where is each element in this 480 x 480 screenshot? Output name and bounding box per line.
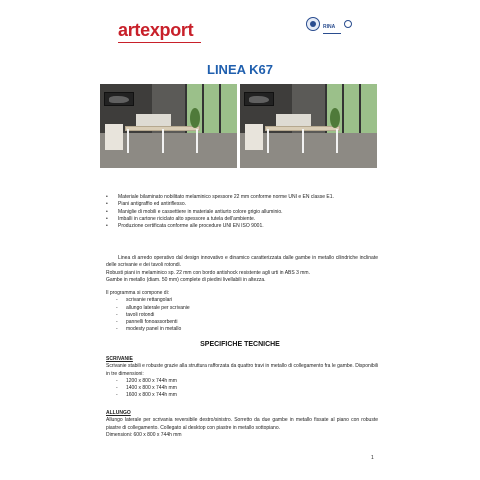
program-item: - modesty panel in metallo bbox=[106, 326, 378, 333]
page-number: 1 bbox=[371, 455, 374, 461]
cert-text: RINA bbox=[323, 23, 336, 30]
logo-underline bbox=[118, 42, 201, 43]
program-intro: Il programma si compone di: bbox=[106, 290, 170, 296]
program-item: - tavoli rotondi bbox=[106, 312, 378, 319]
section-heading: ALLUNGO bbox=[106, 410, 131, 416]
photo-desk-leg bbox=[196, 129, 198, 153]
photo-cabinet bbox=[245, 124, 263, 149]
allungo-section bbox=[106, 410, 378, 439]
cert-line bbox=[323, 33, 341, 34]
photo-desk-panel bbox=[276, 114, 312, 126]
wall-map-icon bbox=[104, 92, 134, 106]
section-body: Scrivanie stabili e robuste grazie alla struttura rafforzata da quattro travi in metallo di collegamento fra le gambe. Disponibili in tre dimensioni: bbox=[106, 363, 378, 377]
feature-item: • Piani antigraffio ed antiriflesso. bbox=[106, 201, 386, 208]
feature-item: • Imballi in cartone riciclato alto spessore a tutela dell'ambiente. bbox=[106, 216, 386, 223]
page-title: LINEA K67 bbox=[207, 62, 273, 77]
dimensions: Dimensioni: 600 x 800 x 744h mm bbox=[106, 431, 182, 438]
feature-item: • Maniglie di mobili e cassettiere in materiale antiurto colore grigio alluminio. bbox=[106, 209, 386, 216]
program-item: - pannelli fonoassorbenti bbox=[106, 319, 378, 326]
photo-desk-leg bbox=[302, 129, 304, 153]
feature-list bbox=[106, 194, 386, 230]
description bbox=[106, 255, 378, 284]
photo-desk-leg bbox=[127, 129, 129, 153]
product-photo-right bbox=[240, 84, 377, 168]
program-item: - allungo laterale per scrivanie bbox=[106, 305, 378, 312]
photo-cabinet bbox=[105, 124, 123, 149]
section-body: Allungo laterale per scrivania reversibile destro/sinistro. Sorretto da due gambe in metallo fissate al piano con robuste piastre di collegamento. Collegato al desktop con piastre in metallo sottopiano. bbox=[106, 417, 378, 431]
description-line: Linea di arredo operativo dal design innovativo e dinamico caratterizzata dalle gambe in metallo cilindriche inclinate delle scrivanie e dei tavoli rotondi. bbox=[106, 255, 378, 269]
photo-desk-leg bbox=[336, 129, 338, 153]
description-line: Robusti piani in melaminico sp. 22 mm con bordo antishock resistente agli urti in ABS 3 mm. bbox=[106, 269, 310, 276]
artexport-logo: artexport bbox=[118, 20, 194, 40]
program-item: - scrivanie rettangolari bbox=[106, 297, 378, 304]
rina-certification-icon bbox=[306, 17, 320, 31]
spec-title: SPECIFICHE TECNICHE bbox=[200, 341, 280, 348]
certification-badge bbox=[306, 15, 368, 33]
feature-item: • Produzione certificata conforme alle procedure UNI EN ISO 9001. bbox=[106, 223, 386, 230]
size-item: - 1600 x 800 x 744h mm bbox=[106, 392, 378, 399]
cert-text-block bbox=[323, 15, 341, 34]
photo-desk-panel bbox=[136, 114, 172, 126]
size-item: - 1400 x 800 x 744h mm bbox=[106, 385, 378, 392]
photo-desk-leg bbox=[162, 129, 164, 153]
scrivanie-section bbox=[106, 356, 378, 400]
iso-seal-icon bbox=[344, 20, 352, 28]
program-list bbox=[106, 290, 378, 334]
product-photo-left bbox=[100, 84, 237, 168]
description-line: Gambe in metallo (diam. 50 mm) complete di piedini livellabili in altezza. bbox=[106, 276, 266, 283]
photo-desk-leg bbox=[267, 129, 269, 153]
size-item: - 1200 x 800 x 744h mm bbox=[106, 378, 378, 385]
feature-item: • Materiale bilaminato nobilitato melaminico spessore 22 mm conforme norme UNI e EN classe E1. bbox=[106, 194, 386, 201]
section-heading: SCRIVANIE bbox=[106, 356, 133, 362]
wall-map-icon bbox=[244, 92, 274, 106]
